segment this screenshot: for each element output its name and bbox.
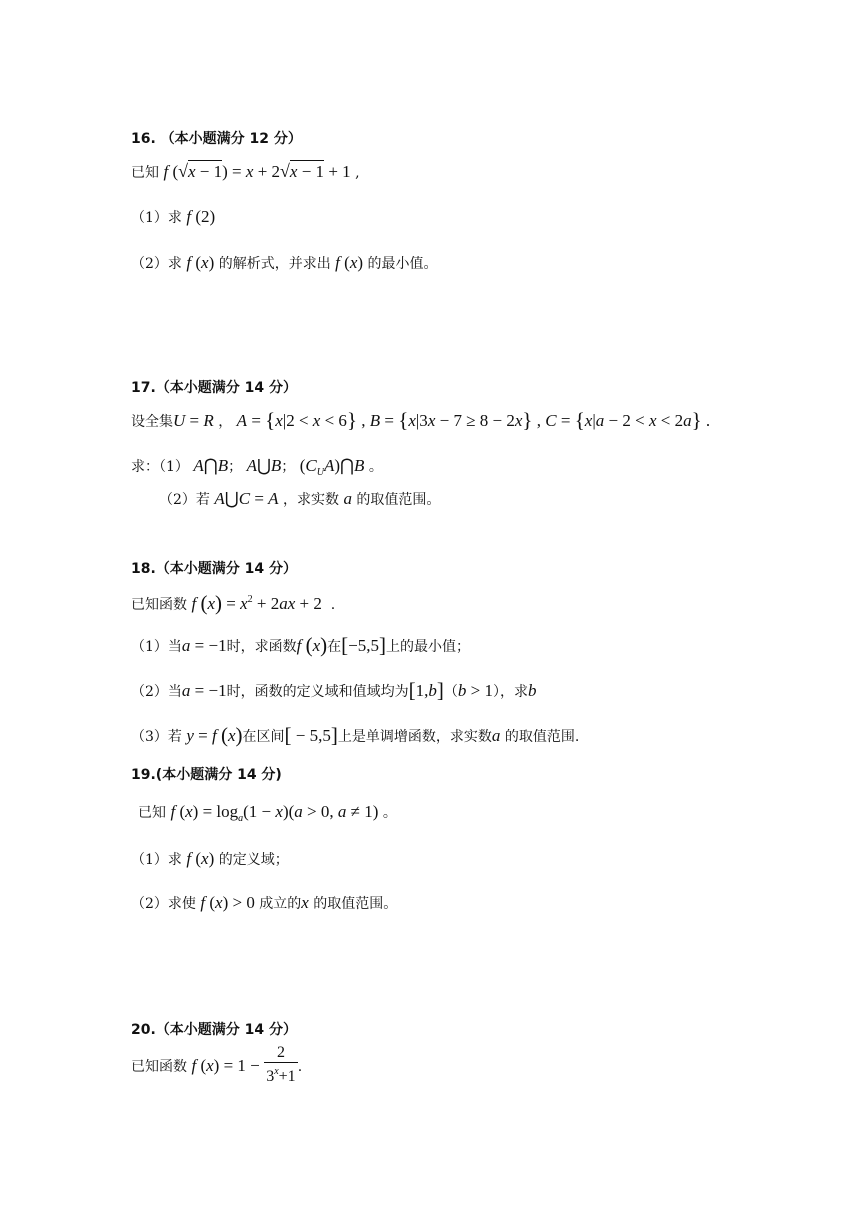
q19-heading: 19.(本小题满分 14 分) <box>131 767 282 783</box>
q18-part2: （2）当a = −1时，函数的定义域和值域均为[1,b]（b > 1），求b <box>131 678 537 702</box>
q18-stem: 已知函数 f $(x) = x^2 + 2ax + 2$ . <box>131 591 336 615</box>
q16-part2: （2）求 f (x) 的解析式，并求出 f (x) 的最小值。 <box>131 253 438 272</box>
q17-stem: 设全集U = R ， A = {x|2 < x < 6} , B = {x|3x − 7 ≥ 8 − 2x} , C = {x|a − 2 < x < 2a} . <box>131 408 711 432</box>
q17-part2: （2）若 A⋃C = A ，求实数 a 的取值范围。 <box>159 489 441 508</box>
q17-heading: 17.（本小题满分 14 分） <box>131 380 298 396</box>
q17-part1: 求：（1） A⋂B； A⋃B； $(C_UA)⋂B$ 。 <box>131 456 383 478</box>
q18-part1: （1）当a = −1时，求函数f (x)在[−5,5]上的最小值； <box>131 633 470 657</box>
q19-part1: （1）求 f (x) 的定义域； <box>131 849 289 868</box>
q20-heading: 20.（本小题满分 14 分） <box>131 1022 298 1038</box>
q18-heading: 18.（本小题满分 14 分） <box>131 561 298 577</box>
q16-heading: 16. （本小题满分 12 分） <box>131 131 302 147</box>
q16-stem: 已知 f (√x − 1) = x + 2√x − 1 + 1 , <box>131 161 360 181</box>
q20-fraction: $\frac{2}{3^x+1}$ <box>266 1044 296 1085</box>
q18-part3: （3）若 y = f (x)在区间[ − 5,5]上是单调增函数，求实数a 的取值范围. <box>131 723 580 747</box>
q19-stem: 已知 f $(x) = \log_a(1 - x)(a > 0$, a ≠ 1) 。 <box>138 802 397 824</box>
q19-part2: （2）求使 f (x) > 0 成立的x 的取值范围。 <box>131 893 398 912</box>
q16-part1: （1）求 f (2) <box>131 207 216 226</box>
q20-stem: 已知函数 f (x) = 1 − $\frac{2}{3^x+1}$ . <box>131 1044 303 1085</box>
